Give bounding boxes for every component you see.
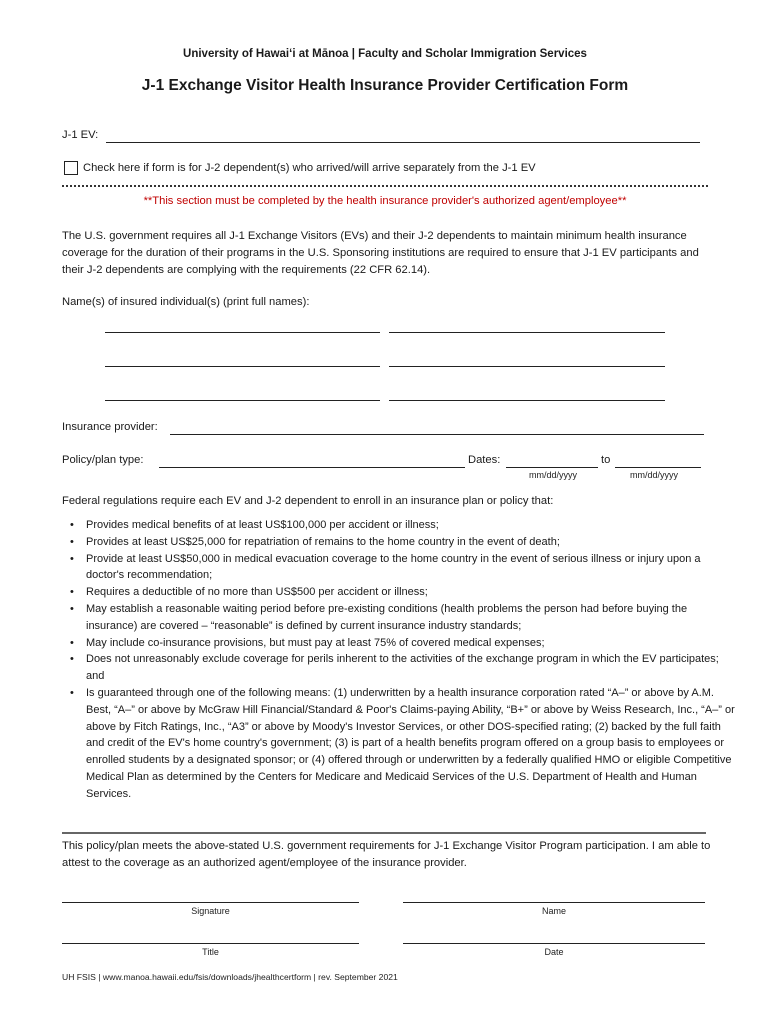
dates-to-label: to <box>601 454 611 466</box>
policy-plan-type-field[interactable] <box>159 467 465 468</box>
j2-separate-checkbox[interactable] <box>64 161 78 175</box>
attestation-paragraph: This policy/plan meets the above-stated U.S. government requirements for J-1 Exchange Visitor Program participation. I am able to attest to the coverage as an authorized agent/employee of the insurance provider. <box>62 840 711 869</box>
name-field[interactable] <box>403 902 705 903</box>
insured-names-label: Name(s) of insured individual(s) (print full names): <box>62 296 310 308</box>
insured-name-field-3[interactable] <box>105 366 380 367</box>
footer-text: UH FSIS | www.manoa.hawaii.edu/fsis/downloads/jhealthcertform | rev. September 2021 <box>62 972 398 982</box>
list-item: • Provide at least US$50,000 in medical evacuation coverage to the home country in the event of serious illness or injury upon a doctor's recommendation; <box>86 551 736 585</box>
start-date-format-hint: mm/dd/yyyy <box>529 470 578 480</box>
dates-label: Dates: <box>468 454 501 466</box>
policy-plan-type-label: Policy/plan type: <box>62 454 144 466</box>
intro-paragraph: The U.S. government requires all J-1 Exchange Visitors (EVs) and their J-2 dependents to maintain minimum health insurance coverage for the duration of their programs in the U.S. Sponsoring institutions are required to ensure that J-1 EV participants and their J-2 dependents are complying with the requirements (22 CFR 62.14). <box>62 230 699 276</box>
list-item: • Is guaranteed through one of the following means: (1) underwritten by a health insurance corporation rated “A–” or above by A.M. Best, “A–” or above by McGraw Hill Financial/Standard & Poor's Claims-paying Ability, “B+” or above by Weiss Research, Inc., “A–” or above by Fitch Ratings, Inc., “A3” or above by Moody's Investor Services, or other DOS-specified rating; (2) backed by the full faith and credit of the EV's home country's government; (3) is part of a health benefits program offered on a group basis to employees or enrolled students by a designated sponsor; or (4) offered through or underwritten by a federally qualified HMO or eligible Competitive Medical Plan as determined by the Centers for Medicare and Medicaid Services of the U.S. Department of Health and Human Services. <box>86 685 736 803</box>
ev-name-field[interactable] <box>106 142 700 143</box>
name-label: Name <box>541 906 566 916</box>
insurance-provider-label: Insurance provider: <box>62 421 158 433</box>
start-date-field[interactable] <box>506 467 598 468</box>
title-label: Title <box>202 947 219 957</box>
end-date-format-hint: mm/dd/yyyy <box>630 470 679 480</box>
j2-checkbox-label: Check here if form is for J-2 dependent(s) who arrived/will arrive separately from the J-1 EV <box>83 162 536 174</box>
date-field[interactable] <box>403 943 705 944</box>
insured-name-field-5[interactable] <box>105 400 380 401</box>
insured-name-field-2[interactable] <box>389 332 665 333</box>
list-item: • May establish a reasonable waiting period before pre-existing conditions (health problems the person had before buying the insurance) are covered – “reasonable” is defined by current insurance industry standards; <box>86 601 736 635</box>
provider-notice: **This section must be completed by the health insurance provider's authorized agent/employee** <box>143 195 627 207</box>
insured-name-field-4[interactable] <box>389 366 665 367</box>
form-title: J-1 Exchange Visitor Health Insurance Provider Certification Form <box>141 77 629 94</box>
header-affiliation: University of Hawaiʻi at Mānoa | Faculty and Scholar Immigration Services <box>183 48 587 60</box>
list-item: • May include co-insurance provisions, but must pay at least 75% of covered medical expenses; <box>86 635 736 652</box>
title-field[interactable] <box>62 943 359 944</box>
regulations-intro: Federal regulations require each EV and J-2 dependent to enroll in an insurance plan or policy that: <box>62 495 554 507</box>
insured-name-field-1[interactable] <box>105 332 380 333</box>
date-label: Date <box>544 947 564 957</box>
insured-name-field-6[interactable] <box>389 400 665 401</box>
list-item: • Provides medical benefits of at least US$100,000 per accident or illness; <box>86 517 736 534</box>
section-divider-solid <box>62 832 706 834</box>
list-item: • Requires a deductible of no more than US$500 per accident or illness; <box>86 584 736 601</box>
list-item: • Does not unreasonably exclude coverage for perils inherent to the activities of the exchange program in which the EV participates; and <box>86 651 736 685</box>
signature-label: Signature <box>191 906 230 916</box>
requirements-list <box>62 517 736 803</box>
section-divider-dotted <box>62 185 708 187</box>
signature-field[interactable] <box>62 902 359 903</box>
insurance-provider-field[interactable] <box>170 434 704 435</box>
end-date-field[interactable] <box>615 467 701 468</box>
ev-label: J-1 EV: <box>62 129 99 141</box>
list-item: • Provides at least US$25,000 for repatriation of remains to the home country in the event of death; <box>86 534 736 551</box>
